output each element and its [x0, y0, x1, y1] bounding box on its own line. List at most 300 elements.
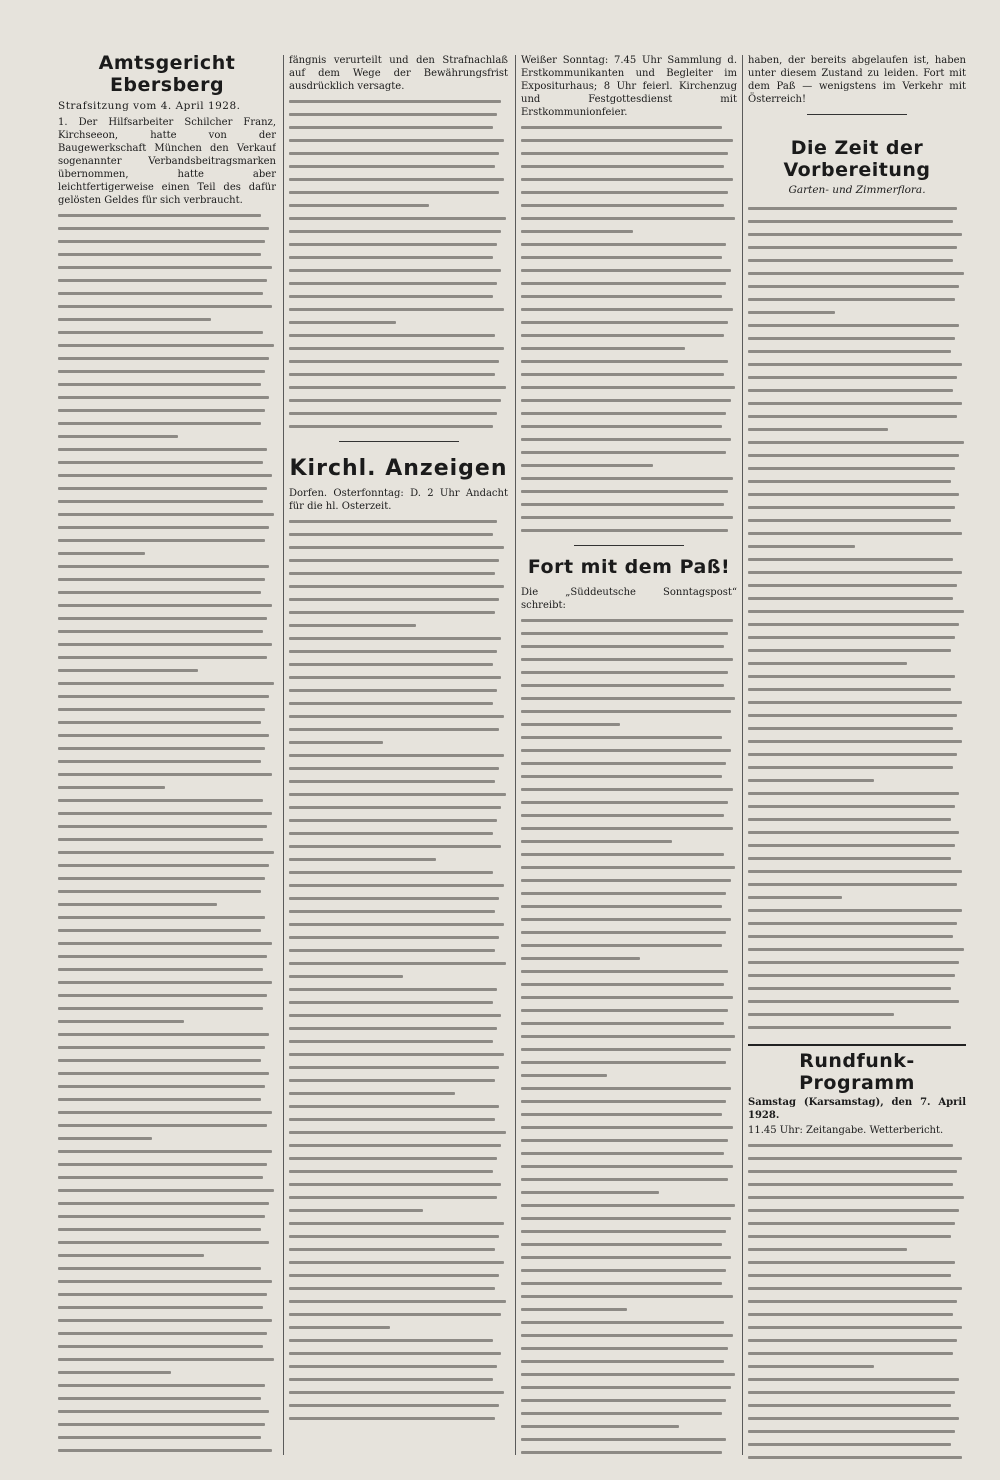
text-line	[289, 1295, 508, 1308]
text-line	[289, 970, 508, 983]
text-line	[748, 449, 966, 462]
text-line	[748, 280, 966, 293]
text-line	[748, 826, 966, 839]
text-line	[58, 1431, 276, 1444]
text-line	[58, 716, 276, 729]
text-line	[58, 846, 276, 859]
text-line	[289, 238, 508, 251]
text-line	[748, 1399, 966, 1412]
text-line	[521, 1355, 737, 1368]
text-line	[521, 1056, 737, 1069]
text-line	[521, 900, 737, 913]
text-line	[58, 417, 276, 430]
text-line	[521, 1121, 737, 1134]
text-line	[521, 1368, 737, 1381]
text-line	[521, 1446, 737, 1459]
text-line	[289, 1035, 508, 1048]
text-line	[289, 853, 508, 866]
text-line	[521, 874, 737, 887]
text-line	[521, 1134, 737, 1147]
text-line	[58, 1171, 276, 1184]
text-line	[521, 212, 737, 225]
text-line	[521, 939, 737, 952]
text-line	[748, 1321, 966, 1334]
text-line	[521, 913, 737, 926]
garden-article-subheading: Garten- und Zimmerflora.	[788, 184, 926, 196]
text-line	[58, 1444, 276, 1457]
text-line	[748, 1295, 966, 1308]
text-line	[58, 222, 276, 235]
text-line	[748, 1360, 966, 1373]
text-line	[58, 326, 276, 339]
text-line	[289, 147, 508, 160]
text-line	[521, 783, 737, 796]
text-line	[289, 212, 508, 225]
text-line	[58, 911, 276, 924]
text-line	[58, 365, 276, 378]
text-line	[58, 482, 276, 495]
text-line	[58, 950, 276, 963]
text-line	[521, 316, 737, 329]
text-line	[521, 731, 737, 744]
text-line	[58, 1275, 276, 1288]
text-line	[58, 1054, 276, 1067]
text-line	[521, 368, 737, 381]
text-line	[748, 371, 966, 384]
text-line	[58, 1106, 276, 1119]
text-line	[289, 225, 508, 238]
text-line	[289, 1321, 508, 1334]
text-line	[58, 430, 276, 443]
text-line	[58, 521, 276, 534]
section-divider	[807, 114, 907, 115]
text-line	[748, 995, 966, 1008]
text-line	[289, 957, 508, 970]
text-line	[748, 488, 966, 501]
text-line	[748, 891, 966, 904]
text-line	[748, 631, 966, 644]
text-line	[521, 1251, 737, 1264]
text-line	[748, 202, 966, 215]
text-line	[748, 592, 966, 605]
text-line	[289, 1373, 508, 1386]
text-line	[521, 186, 737, 199]
text-line	[521, 459, 737, 472]
text-line	[521, 1095, 737, 1108]
text-line	[521, 485, 737, 498]
text-line	[58, 209, 276, 222]
text-line	[58, 1223, 276, 1236]
text-line	[289, 342, 508, 355]
text-line	[58, 781, 276, 794]
text-line	[58, 1145, 276, 1158]
text-line	[289, 1048, 508, 1061]
text-line	[521, 1277, 737, 1290]
text-line	[58, 1288, 276, 1301]
text-line	[521, 1290, 737, 1303]
text-line	[58, 261, 276, 274]
text-line	[289, 1282, 508, 1295]
text-line	[58, 742, 276, 755]
text-line	[289, 1152, 508, 1165]
text-line	[748, 319, 966, 332]
text-line	[521, 887, 737, 900]
text-line	[748, 527, 966, 540]
text-line	[521, 1043, 737, 1056]
text-line	[58, 872, 276, 885]
text-line	[748, 1139, 966, 1152]
text-line	[521, 173, 737, 186]
column-divider	[515, 55, 516, 1455]
text-line	[521, 446, 737, 459]
text-line	[58, 1457, 276, 1460]
text-line	[58, 690, 276, 703]
text-line	[289, 1386, 508, 1399]
garden-article-heading: Die Zeit der Vorbereitung	[783, 137, 931, 181]
text-line	[289, 1230, 508, 1243]
text-line	[748, 683, 966, 696]
text-line	[521, 160, 737, 173]
text-line	[58, 924, 276, 937]
text-line	[521, 1108, 737, 1121]
text-line	[289, 1022, 508, 1035]
text-line	[748, 1178, 966, 1191]
text-line	[58, 508, 276, 521]
text-line	[289, 160, 508, 173]
church-notice-first: Dorfen. Osterfonntag: D. 2 Uhr Andacht für die hl. Osterzeit.	[289, 488, 508, 512]
text-line	[521, 394, 737, 407]
text-line	[289, 593, 508, 606]
text-line	[521, 199, 737, 212]
text-line	[58, 1392, 276, 1405]
text-line	[289, 1243, 508, 1256]
text-line	[521, 926, 737, 939]
text-line	[289, 554, 508, 567]
text-line	[58, 729, 276, 742]
text-line	[289, 1165, 508, 1178]
text-line	[748, 1191, 966, 1204]
church-notices-heading: Kirchl. Anzeigen	[289, 456, 508, 481]
text-line	[58, 443, 276, 456]
text-line	[58, 586, 276, 599]
text-line	[521, 1017, 737, 1030]
text-line	[748, 306, 966, 319]
text-line	[289, 879, 508, 892]
text-line	[58, 287, 276, 300]
court-report-title: Amtsgericht Ebersberg	[98, 52, 236, 96]
text-line	[521, 1173, 737, 1186]
text-line	[521, 238, 737, 251]
text-line	[748, 410, 966, 423]
text-line	[289, 1269, 508, 1282]
text-line	[58, 1262, 276, 1275]
text-line	[748, 1373, 966, 1386]
text-line	[289, 303, 508, 316]
text-line	[748, 735, 966, 748]
court-report-body	[58, 209, 276, 1460]
text-line	[289, 1399, 508, 1412]
text-line	[289, 840, 508, 853]
text-line	[58, 768, 276, 781]
text-line	[521, 1316, 737, 1329]
text-line	[58, 1210, 276, 1223]
text-line	[748, 1256, 966, 1269]
text-line	[289, 1412, 508, 1425]
text-line	[521, 342, 737, 355]
text-line	[748, 813, 966, 826]
radio-program-heading: Rundfunk-Programm	[799, 1050, 915, 1094]
text-line	[58, 469, 276, 482]
radio-program-body	[748, 1139, 966, 1460]
text-line	[748, 722, 966, 735]
text-line	[521, 991, 737, 1004]
text-line	[748, 644, 966, 657]
text-line	[748, 1334, 966, 1347]
text-line	[58, 599, 276, 612]
church-notices-continuation: Weißer Sonntag: 7.45 Uhr Sammlung d. Erstkommunikanten und Begleiter im Expositurhaus; 8 Uhr feierl. Kirchenzug und Festgottesdienst mit Erstkommunionfeier.	[521, 55, 737, 118]
text-line	[58, 456, 276, 469]
text-line	[521, 277, 737, 290]
text-line	[58, 651, 276, 664]
column-2	[289, 52, 508, 1460]
text-line	[521, 121, 737, 134]
text-line	[58, 391, 276, 404]
text-line	[58, 534, 276, 547]
text-line	[748, 1165, 966, 1178]
text-line	[289, 1009, 508, 1022]
text-line	[748, 917, 966, 930]
text-line	[748, 709, 966, 722]
text-line	[748, 228, 966, 241]
text-line	[748, 930, 966, 943]
text-line	[289, 801, 508, 814]
text-line	[58, 1353, 276, 1366]
text-line	[748, 1269, 966, 1282]
passport-article-ending: haben, der bereits abgelaufen ist, haben unter diesem Zustand zu leiden. Fort mit dem Paß — wenigstens im Verkehr mit Österreich!	[748, 55, 966, 105]
text-line	[289, 1061, 508, 1074]
text-line	[58, 1405, 276, 1418]
text-line	[748, 553, 966, 566]
text-line	[289, 108, 508, 121]
text-line	[289, 541, 508, 554]
court-session-dateline: Strafsitzung vom 4. April 1928.	[58, 100, 241, 112]
text-line	[58, 248, 276, 261]
text-line	[748, 1282, 966, 1295]
text-line	[58, 1418, 276, 1431]
text-line	[289, 931, 508, 944]
text-line	[58, 339, 276, 352]
text-line	[289, 996, 508, 1009]
text-line	[521, 1238, 737, 1251]
text-line	[748, 540, 966, 553]
text-line	[748, 1008, 966, 1021]
column-divider	[283, 55, 284, 1455]
text-line	[521, 1407, 737, 1420]
text-line	[521, 303, 737, 316]
text-line	[748, 1243, 966, 1256]
text-line	[748, 982, 966, 995]
text-line	[289, 645, 508, 658]
text-line	[58, 1236, 276, 1249]
radio-program-first-entry: 11.45 Uhr: Zeitangabe. Wetterbericht.	[748, 1125, 944, 1136]
text-line	[521, 848, 737, 861]
text-line	[289, 407, 508, 420]
text-line	[521, 757, 737, 770]
text-line	[521, 1147, 737, 1160]
text-line	[748, 1412, 966, 1425]
text-line	[58, 1158, 276, 1171]
text-line	[521, 1160, 737, 1173]
text-line	[748, 839, 966, 852]
text-line	[289, 1113, 508, 1126]
text-line	[58, 820, 276, 833]
text-line	[521, 1004, 737, 1017]
text-line	[521, 1303, 737, 1316]
column-4	[748, 52, 966, 1460]
text-line	[289, 762, 508, 775]
text-line	[289, 1347, 508, 1360]
radio-program-box	[748, 1044, 966, 1460]
text-line	[289, 1139, 508, 1152]
text-line	[521, 861, 737, 874]
text-line	[521, 822, 737, 835]
text-line	[58, 495, 276, 508]
church-notices-body	[289, 515, 508, 1425]
text-line	[748, 696, 966, 709]
column-3	[521, 52, 737, 1460]
text-line	[748, 1152, 966, 1165]
text-line	[748, 514, 966, 527]
text-line	[748, 1021, 966, 1034]
text-line	[748, 423, 966, 436]
text-line	[521, 770, 737, 783]
text-line	[521, 744, 737, 757]
text-line	[521, 835, 737, 848]
text-line	[521, 627, 737, 640]
text-line	[289, 329, 508, 342]
text-line	[748, 787, 966, 800]
text-line	[748, 1386, 966, 1399]
text-line	[58, 833, 276, 846]
text-line	[521, 420, 737, 433]
text-line	[748, 1438, 966, 1451]
text-line	[289, 316, 508, 329]
text-line	[521, 692, 737, 705]
text-line	[289, 788, 508, 801]
text-line	[521, 809, 737, 822]
text-line	[521, 1212, 737, 1225]
text-line	[58, 1002, 276, 1015]
text-line	[748, 800, 966, 813]
text-line	[521, 718, 737, 731]
text-line	[289, 1178, 508, 1191]
text-line	[289, 918, 508, 931]
text-line	[748, 1230, 966, 1243]
text-line	[521, 225, 737, 238]
text-line	[289, 1204, 508, 1217]
text-line	[58, 1197, 276, 1210]
text-line	[289, 1074, 508, 1087]
text-line	[58, 235, 276, 248]
text-line	[748, 397, 966, 410]
text-line	[289, 866, 508, 879]
text-line	[748, 1347, 966, 1360]
text-line	[289, 567, 508, 580]
text-line	[58, 625, 276, 638]
text-line	[58, 898, 276, 911]
text-line	[289, 264, 508, 277]
text-line	[58, 885, 276, 898]
text-line	[748, 566, 966, 579]
text-line	[521, 524, 737, 537]
text-line	[521, 498, 737, 511]
text-line	[521, 640, 737, 653]
text-line	[521, 355, 737, 368]
text-line	[58, 274, 276, 287]
text-line	[521, 796, 737, 809]
text-line	[521, 472, 737, 485]
text-line	[748, 475, 966, 488]
text-line	[748, 254, 966, 267]
text-line	[521, 1433, 737, 1446]
text-line	[748, 384, 966, 397]
text-line	[289, 736, 508, 749]
text-line	[521, 1394, 737, 1407]
text-line	[521, 1069, 737, 1082]
text-line	[748, 969, 966, 982]
text-line	[748, 436, 966, 449]
text-line	[748, 748, 966, 761]
text-line	[289, 749, 508, 762]
text-line	[521, 329, 737, 342]
text-line	[58, 560, 276, 573]
text-line	[521, 407, 737, 420]
text-line	[521, 147, 737, 160]
text-line	[58, 1327, 276, 1340]
text-line	[289, 368, 508, 381]
text-line	[748, 657, 966, 670]
text-line	[289, 121, 508, 134]
text-line	[289, 1191, 508, 1204]
text-line	[289, 394, 508, 407]
text-line	[58, 1184, 276, 1197]
text-line	[521, 1225, 737, 1238]
text-line	[289, 381, 508, 394]
text-line	[289, 1334, 508, 1347]
text-line	[289, 658, 508, 671]
text-line	[58, 547, 276, 560]
church-notices-continuation-body	[521, 121, 737, 537]
text-line	[58, 755, 276, 768]
text-line	[58, 664, 276, 677]
text-line	[289, 528, 508, 541]
text-line	[289, 619, 508, 632]
text-line	[289, 1217, 508, 1230]
text-line	[58, 573, 276, 586]
text-line	[289, 632, 508, 645]
text-line	[521, 653, 737, 666]
court-report-first-item: 1. Der Hilfsarbeiter Schilcher Franz, Kirchseeon, hatte von der Baugewerkschaft München den Verkauf sogenannter Verbandsbeitragsmarken übernommen, hatte aber leichtfertigerweise einen Teil des dafür gelösten Geldes für sich verbraucht.	[58, 117, 276, 206]
text-line	[58, 1067, 276, 1080]
text-line	[748, 332, 966, 345]
text-line	[521, 1199, 737, 1212]
text-line	[748, 1451, 966, 1460]
text-line	[521, 381, 737, 394]
text-line	[58, 1015, 276, 1028]
text-line	[748, 241, 966, 254]
text-line	[748, 956, 966, 969]
text-line	[289, 814, 508, 827]
